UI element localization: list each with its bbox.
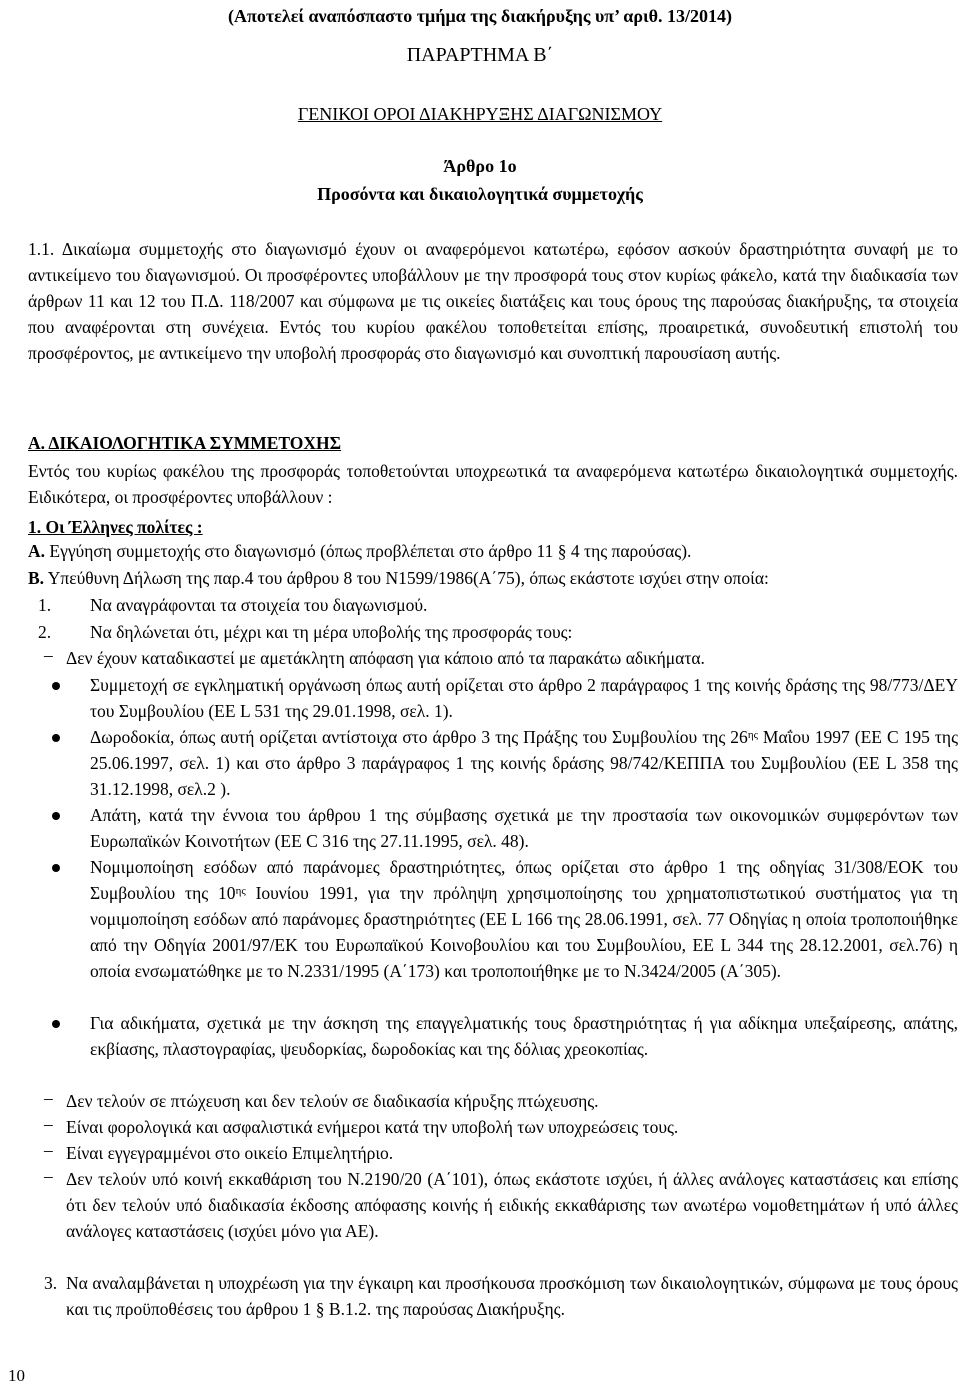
dash-icon: – <box>44 1166 53 1186</box>
item-b-label: Β. <box>28 568 45 588</box>
sub-item-1-text: Να αναγράφονται τα στοιχεία του διαγωνισμού. <box>90 595 428 615</box>
dash-icon: – <box>44 1088 53 1108</box>
bullet-4-text-a: Νομιμοποίηση εσόδων από παράνομες δραστηριότητες, όπως ορίζεται στο άρθρο 1 της οδηγίας 31/308/ΕΟΚ του Συμβουλίου της 10 <box>90 857 958 903</box>
dash-icon: – <box>44 1140 53 1160</box>
dash-item-5: Δεν τελούν υπό κοινή εκκαθάριση του Ν.2190/20 (Α΄101), όπως εκάστοτε ισχύει, ή άλλες ανάλογες καταστάσεις και επίσης ότι δεν τελούν υπό διαδικασία έκδοσης απόφασης κοινής ή ειδικής εκκαθάρισης των ανωτέρω νομοθετημάτων ή υπό άλλες ανάλογες καταστάσεις (ισχύει μόνο για ΑΕ). <box>66 1169 958 1241</box>
dash-icon: – <box>44 1114 53 1134</box>
sub-item-2-number: 2. <box>38 622 52 642</box>
dash-item-2: Δεν τελούν σε πτώχευση και δεν τελούν σε διαδικασία κήρυξης πτώχευσης. <box>66 1091 599 1111</box>
item-a-text: Εγγύηση συμμετοχής στο διαγωνισμό (όπως προβλέπεται στο άρθρο 11 § 4 της παρούσας). <box>45 541 692 561</box>
bullet-icon <box>52 734 60 742</box>
bullet-item-5: Για αδικήματα, σχετικά με την άσκηση της επαγγελματικής τους δραστηριότητας ή για αδίκημα υπεξαίρεσης, απάτης, εκβίασης, πλαστογραφίας, ψευδορκίας, δωροδοκίας και της δόλιας χρεοκοπίας. <box>90 1013 958 1059</box>
item-a <box>28 538 691 564</box>
bullet-item-1: Συμμετοχή σε εγκληματική οργάνωση όπως αυτή ορίζεται στο άρθρο 2 παράγραφος 1 της κοινής δράσης της 98/773/ΔΕΥ του Συμβουλίου (ΕΕ L 531 της 29.01.1998, σελ. 1). <box>90 675 958 721</box>
item-b <box>28 565 769 591</box>
bullet-2-text-a: Δωροδοκία, όπως αυτή ορίζεται αντίστοιχα στο άρθρο 3 της Πράξης του Συμβουλίου της 26 <box>90 727 748 747</box>
item-a-label: Α. <box>28 541 46 561</box>
bullet-item-4 <box>90 854 958 984</box>
item-3-text: Να αναλαμβάνεται η υποχρέωση για την έγκαιρη και προσήκουσα προσκόμιση των δικαιολογητικών, σύμφωνα με τους όρους και τις προϋποθέσεις του άρθρου 1 § Β.1.2. της παρούσας Διακήρυξης. <box>66 1273 958 1319</box>
article-number: Άρθρο 1ο <box>443 156 517 176</box>
bullet-4-text-b: Ιουνίου 1991, για την πρόληψη χρησιμοποίησης του χρηματοπιστωτικού συστήματος για τη νομιμοποίηση εσόδων από παράνομες δραστηριότητες (ΕΕ L 166 της 28.06.1991, σελ. 77 Οδηγίας η οποία τροποποιήθηκε από την Οδηγία 2001/97/ΕΚ του Ευρωπαϊκού Κοινοβουλίου και του Συμβουλίου, ΕΕ L 344 της 28.12.2001, σελ.76) η οποία ενσωματώθηκε με το Ν.2331/1995 (Α΄173) και τροποποιήθηκε με το Ν.3424/2005 (Α΄305). <box>90 883 958 981</box>
general-terms-title: ΓΕΝΙΚΟΙ ΟΡΟΙ ΔΙΑΚΗΡΥΞΗΣ ΔΙΑΓΩΝΙΣΜΟΥ <box>297 104 663 124</box>
greek-citizens-heading: 1. Οι Έλληνες πολίτες : <box>28 517 203 537</box>
section-a-intro: Εντός του κυρίως φακέλου της προσφοράς τοποθετούνται υποχρεωτικά τα αναφερόμενα κατωτέρω δικαιολογητικά συμμετοχής. Ειδικότερα, οι προσφέροντες υποβάλλουν : <box>28 461 958 507</box>
dash-item-3: Είναι φορολογικά και ασφαλιστικά ενήμεροι κατά την υποβολή των υποχρεώσεις τους. <box>66 1117 679 1137</box>
bullet-item-2 <box>90 724 958 802</box>
dash-item-4: Είναι εγγεγραμμένοι στο οικείο Επιμελητήριο. <box>66 1143 394 1163</box>
annex-title: ΠΑΡΑΡΤΗΜΑ Β΄ <box>406 44 554 66</box>
section-a-title: Α. ΔΙΚΑΙΟΛΟΓΗΤΙΚΑ ΣΥΜΜΕΤΟΧΗΣ <box>28 433 342 453</box>
paragraph-text: Δικαίωμα συμμετοχής στο διαγωνισμό έχουν οι αναφερόμενοι κατωτέρω, εφόσον ασκούν δραστηριότητα συναφή με το αντικείμενο του διαγωνισμού. Οι προσφέροντες υποβάλλουν με την προσφορά τους στον κυρίως φάκελο, κατά την διαδικασία των άρθρων 11 και 12 του Π.Δ. 118/2007 και σύμφωνα με τις οικείες διατάξεις και τους όρους της παρούσας διακήρυξης, τα στοιχεία που αναφέρονται στη συνέχεια. Εντός του κυρίου φακέλου τοποθετείται επίσης, προαιρετικά, συνοδευτική επιστολή του προσφέροντος, με αντικείμενο την υποβολή προσφοράς στο διαγωνισμό και συνοπτική παρουσίαση αυτής. <box>28 239 958 363</box>
bullet-icon <box>52 682 60 690</box>
article-title: Προσόντα και δικαιολογητικά συμμετοχής <box>317 184 643 204</box>
paragraph-1-1 <box>28 236 958 366</box>
bullet-icon <box>52 864 60 872</box>
dash-icon: – <box>44 645 53 665</box>
bullet-icon <box>52 812 60 820</box>
sub-item-2-text: Να δηλώνεται ότι, μέχρι και τη μέρα υποβολής της προσφοράς τους: <box>90 622 573 642</box>
bullet-4-superscript: ης <box>235 885 246 897</box>
paragraph-number: 1.1. <box>28 239 55 259</box>
sub-item-1-number: 1. <box>38 595 52 615</box>
header-note: (Αποτελεί αναπόσπαστο τμήμα της διακήρυξης υπ’ αριθ. 13/2014) <box>228 6 732 26</box>
bullet-item-3: Απάτη, κατά την έννοια του άρθρου 1 της σύμβασης σχετικά με την προστασία των οικονομικών συμφερόντων των Ευρωπαϊκών Κοινοτήτων (ΕΕ C 316 της 27.11.1995, σελ. 48). <box>90 805 958 851</box>
item-3-number: 3. <box>44 1273 58 1293</box>
bullet-icon <box>52 1020 60 1028</box>
page-number: 10 <box>8 1366 25 1385</box>
bullet-2-text-b: Μαΐου 1997 (ΕΕ C 195 της 25.06.1997, σελ. 1) και στο άρθρο 3 παράγραφος 1 της κοινής δράσης 98/742/ΚΕΠΠΑ του Συμβουλίου (ΕΕ L 358 της 31.12.1998, σελ.2 ). <box>90 727 958 799</box>
bullet-2-superscript: ης <box>747 729 758 741</box>
item-b-text: Υπεύθυνη Δήλωση της παρ.4 του άρθρου 8 του Ν1599/1986(Α΄75), όπως εκάστοτε ισχύει στην οποία: <box>44 568 769 588</box>
dash-item-1: Δεν έχουν καταδικαστεί με αμετάκλητη απόφαση για κάποιο από τα παρακάτω αδικήματα. <box>66 648 705 668</box>
